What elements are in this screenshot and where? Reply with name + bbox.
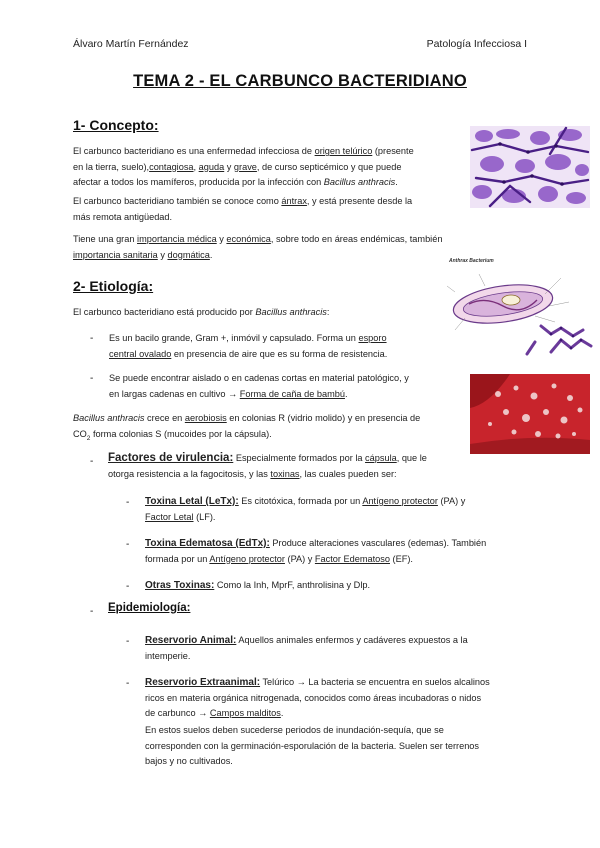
header-author: Álvaro Martín Fernández	[73, 38, 189, 50]
etiologia-growth: Bacillus anthracis crece en aerobiosis en colonias R (vidrio molido) y en presencia de $CO_2$ forma colonias S (mucoides por la cápsula).	[73, 413, 421, 442]
toxina-letal-label: Toxina Letal (LeTx):	[145, 496, 239, 507]
reservorio-extraanimal-detail: En estos suelos deben sucederse periodos de inundación-sequía, que se corresponden con la germinación-esporulación de la bacteria. Suelen ser terrenos bajos y no cultivados.	[145, 725, 480, 766]
toxina-letal: Toxina Letal (LeTx): Es citotóxica, formada por un Antígeno protector (PA) y Factor Letal (LF).	[145, 496, 466, 522]
section-heading-etiologia: 2- Etiología:	[73, 278, 154, 294]
reservorio-extraanimal-label: Reservorio Extraanimal:	[145, 677, 261, 688]
bullet-dash: -	[126, 581, 130, 592]
etiologia-intro: El carbunco bacteridiano está producido por Bacillus anthracis:	[73, 307, 330, 317]
etiologia-bullet-1: Es un bacilo grande, Gram +, inmóvil y capsulado. Forma un esporo central ovalado en presencia de aire que es su forma de resistencia.	[109, 333, 388, 359]
bacilli-stain-illustration	[470, 126, 590, 208]
bullet-dash: -	[90, 606, 94, 617]
otras-toxinas: Otras Toxinas: Como la Inh, MprF, anthrolisina y Dlp.	[145, 580, 371, 591]
section-heading-concepto: 1- Concepto:	[73, 117, 159, 133]
concepto-paragraph-2: El carbunco bacteridiano también se conoce como ántrax, y está presente desde la más remota antigüedad.	[73, 196, 413, 222]
reservorio-extraanimal: Reservorio Extraanimal: Telúrico → La bacteria se encuentra en suelos alcalinos ricos en materia orgánica nitrogenada, conocidos como áreas incubadoras o nidos de carbunco → Campos malditos.	[145, 677, 490, 718]
epidemiologia-heading: Epidemiología:	[108, 602, 191, 614]
anthrax-diagram	[445, 256, 593, 364]
otras-toxinas-label: Otras Toxinas:	[145, 580, 215, 591]
bullet-dash: -	[126, 539, 130, 550]
bullet-dash: -	[90, 333, 94, 344]
anthrax-bacterium-illustration	[445, 256, 593, 364]
agar-colonies-illustration	[470, 374, 590, 454]
diagram-title: Anthrax Bacterium	[449, 258, 494, 264]
reservorio-animal: Reservorio Animal: Aquellos animales enfermos y cadáveres expuestos a la intemperie.	[145, 635, 468, 661]
bullet-dash: -	[126, 678, 130, 689]
page-title: TEMA 2 - EL CARBUNCO BACTERIDIANO	[133, 72, 467, 90]
bullet-dash: -	[90, 373, 94, 384]
virulencia-heading: Factores de virulencia:	[108, 452, 234, 464]
bullet-dash: -	[90, 456, 94, 467]
etiologia-bullet-2: Se puede encontrar aislado o en cadenas cortas en material patológico, y en largas cadenas en cultivo → Forma de caña de bambú.	[109, 373, 409, 399]
concepto-paragraph-1: El carbunco bacteridiano es una enfermedad infecciosa de origen telúrico (presente en la tierra, suelo),contagiosa, aguda y grave, de curso septicémico y que puede afectar a todos los mamíferos, producida por la infección con Bacillus anthracis.	[73, 146, 414, 187]
bullet-dash: -	[126, 636, 130, 647]
micrograph-image	[470, 126, 590, 208]
bullet-dash: -	[126, 497, 130, 508]
agar-culture-image	[470, 374, 590, 454]
reservorio-animal-label: Reservorio Animal:	[145, 635, 237, 646]
virulencia-paragraph: Factores de virulencia: Especialmente formados por la cápsula, que le otorga resistencia a la fagocitosis, y las toxinas, las cuales pueden ser:	[108, 452, 427, 479]
concepto-paragraph-3: Tiene una gran importancia médica y económica, sobre todo en áreas endémicas, también importancia sanitaria y dogmática.	[73, 234, 443, 260]
header-course: Patología Infecciosa I	[426, 38, 527, 50]
toxina-edematosa-label: Toxina Edematosa (EdTx):	[145, 538, 270, 549]
toxina-edematosa: Toxina Edematosa (EdTx): Produce alteraciones vasculares (edemas). También formada por un Antígeno protector (PA) y Factor Edematoso (EF).	[145, 538, 487, 564]
